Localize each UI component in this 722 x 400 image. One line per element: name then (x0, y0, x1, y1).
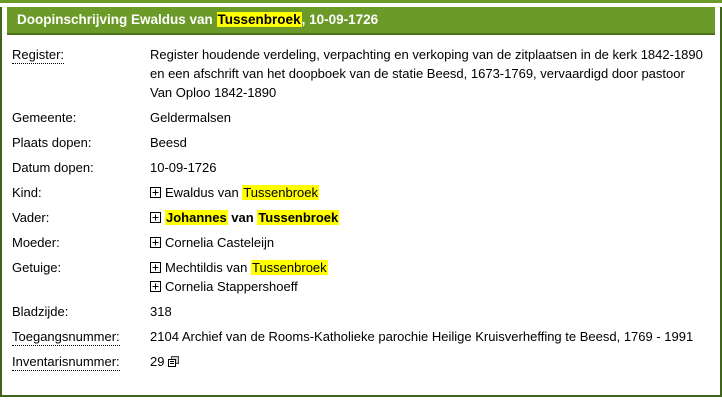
search-highlight: Tussenbroek (243, 185, 318, 200)
kind-label: Kind: (12, 185, 42, 200)
record-title (17, 12, 378, 27)
field-row-inventarisnummer (12, 352, 706, 371)
field-row-gemeente (12, 108, 706, 127)
vader-label: Vader: (12, 210, 50, 225)
search-highlight: Tussenbroek (217, 12, 301, 27)
record-title-bar (7, 7, 715, 35)
expand-plus-icon[interactable] (150, 237, 161, 248)
external-link-icon[interactable] (168, 356, 179, 367)
bladzijde-label: Bladzijde: (12, 304, 69, 319)
register-label[interactable]: Register: (12, 47, 65, 62)
title-prefix: Doopinschrijving Ewaldus van (17, 12, 217, 27)
register-value: Register houdende verdeling, verpachting en verkoping van de zitplaatsen in de kerk 1842-1890 en een afschrift van het doopboek van de statie Beesd, 1673-1769, vervaardigd door pastoor Van Oploo 1842-1890 (150, 47, 703, 100)
person-name: Cornelia Casteleijn (165, 235, 275, 250)
title-suffix: , 10-09-1726 (301, 12, 379, 27)
person-name: Mechtildis van (165, 260, 251, 275)
datum-dopen-label: Datum dopen: (12, 160, 94, 175)
person-name: Ewaldus van (165, 185, 243, 200)
expand-plus-icon[interactable] (150, 281, 161, 292)
plaats-dopen-value: Beesd (150, 135, 187, 150)
vader-value (150, 208, 706, 227)
field-row-bladzijde (12, 302, 706, 321)
bladzijde-value: 318 (150, 304, 172, 319)
toegangsnummer-value: 2104 Archief van de Rooms-Katholieke parochie Heilige Kruisverheffing te Beesd, 1769 - 1991 (150, 329, 694, 344)
kind-value (150, 183, 706, 202)
field-row-toegangsnummer (12, 327, 706, 346)
gemeente-label: Gemeente: (12, 110, 77, 125)
moeder-label: Moeder: (12, 235, 60, 250)
search-highlight: Johannes (166, 210, 227, 225)
person-entry-getuige-1 (150, 258, 706, 277)
field-row-register (12, 45, 706, 102)
record-details (2, 45, 720, 371)
expand-plus-icon[interactable] (150, 187, 161, 198)
moeder-value (150, 233, 706, 252)
top-border-strip (0, 0, 722, 3)
person-entry-moeder (150, 235, 274, 250)
field-row-vader (12, 208, 706, 227)
getuige-label: Getuige: (12, 260, 62, 275)
field-row-moeder (12, 233, 706, 252)
plaats-dopen-label: Plaats dopen: (12, 135, 92, 150)
record-frame (0, 7, 722, 397)
person-entry-vader (150, 210, 339, 225)
expand-plus-icon[interactable] (150, 262, 161, 273)
inventarisnummer-number: 29 (150, 354, 165, 369)
person-name: van (227, 210, 258, 225)
toegangsnummer-label[interactable]: Toegangsnummer: (12, 329, 120, 344)
expand-plus-icon[interactable] (150, 212, 161, 223)
datum-dopen-value: 10-09-1726 (150, 160, 217, 175)
person-entry-getuige-2 (150, 277, 706, 296)
search-highlight: Tussenbroek (258, 210, 339, 225)
person-name: Cornelia Stappershoeff (165, 279, 298, 294)
field-row-getuige (12, 258, 706, 296)
field-row-kind (12, 183, 706, 202)
field-row-datum-dopen (12, 158, 706, 177)
search-highlight: Tussenbroek (251, 260, 327, 275)
inventarisnummer-value (150, 352, 706, 371)
inventarisnummer-label[interactable]: Inventarisnummer: (12, 354, 120, 369)
person-entry-kind (150, 185, 319, 200)
field-row-plaats-dopen (12, 133, 706, 152)
gemeente-value: Geldermalsen (150, 110, 231, 125)
getuige-value (150, 258, 706, 296)
